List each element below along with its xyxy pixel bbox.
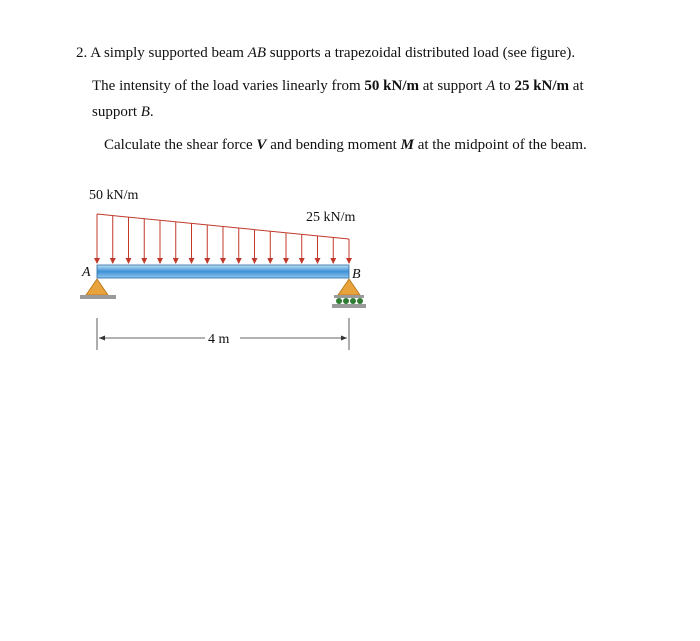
text: The intensity of the load varies linearly from [92, 78, 365, 94]
text: at support [419, 78, 487, 94]
roller-wheel [336, 298, 342, 304]
ground-hatch [80, 295, 116, 299]
text: supports a trapezoidal distributed load (see figure). [266, 45, 576, 61]
load-b-value: 25 kN/m [514, 78, 570, 94]
load-left-label: 50 kN/m [89, 188, 139, 203]
text: and bending moment [266, 137, 401, 153]
text: at the midpoint of the beam. [413, 137, 587, 153]
dimension-arrow-right [341, 336, 347, 341]
text: A simply supported beam [90, 45, 248, 61]
problem-number: 2. [76, 45, 88, 61]
ground-hatch [332, 304, 366, 308]
support-a-label: A [82, 265, 91, 280]
moment-symbol: M [400, 137, 414, 153]
beam [97, 265, 349, 278]
text: Calculate the shear force [104, 137, 257, 153]
text: support [92, 104, 141, 120]
roller-support-b [332, 279, 366, 308]
load-a-value: 50 kN/m [364, 78, 420, 94]
span-label: 4 m [208, 332, 230, 347]
shear-symbol: V [256, 137, 267, 153]
support-a-ref: A [486, 78, 496, 94]
load-right-label: 25 kN/m [306, 210, 356, 225]
roller-plate [334, 295, 364, 298]
roller-wheel [343, 298, 349, 304]
beam-name: AB [247, 45, 267, 61]
support-b-ref: B [140, 104, 150, 120]
roller-wheel [350, 298, 356, 304]
support-b-label: B [352, 267, 361, 282]
text: at [569, 78, 584, 94]
dimension-arrow-left [99, 336, 105, 341]
pin-support-a [80, 279, 116, 299]
text: to [495, 78, 515, 94]
roller-wheel [357, 298, 363, 304]
pin-support-icon [86, 279, 108, 295]
text: . [149, 104, 154, 120]
span-dimension [97, 318, 349, 350]
